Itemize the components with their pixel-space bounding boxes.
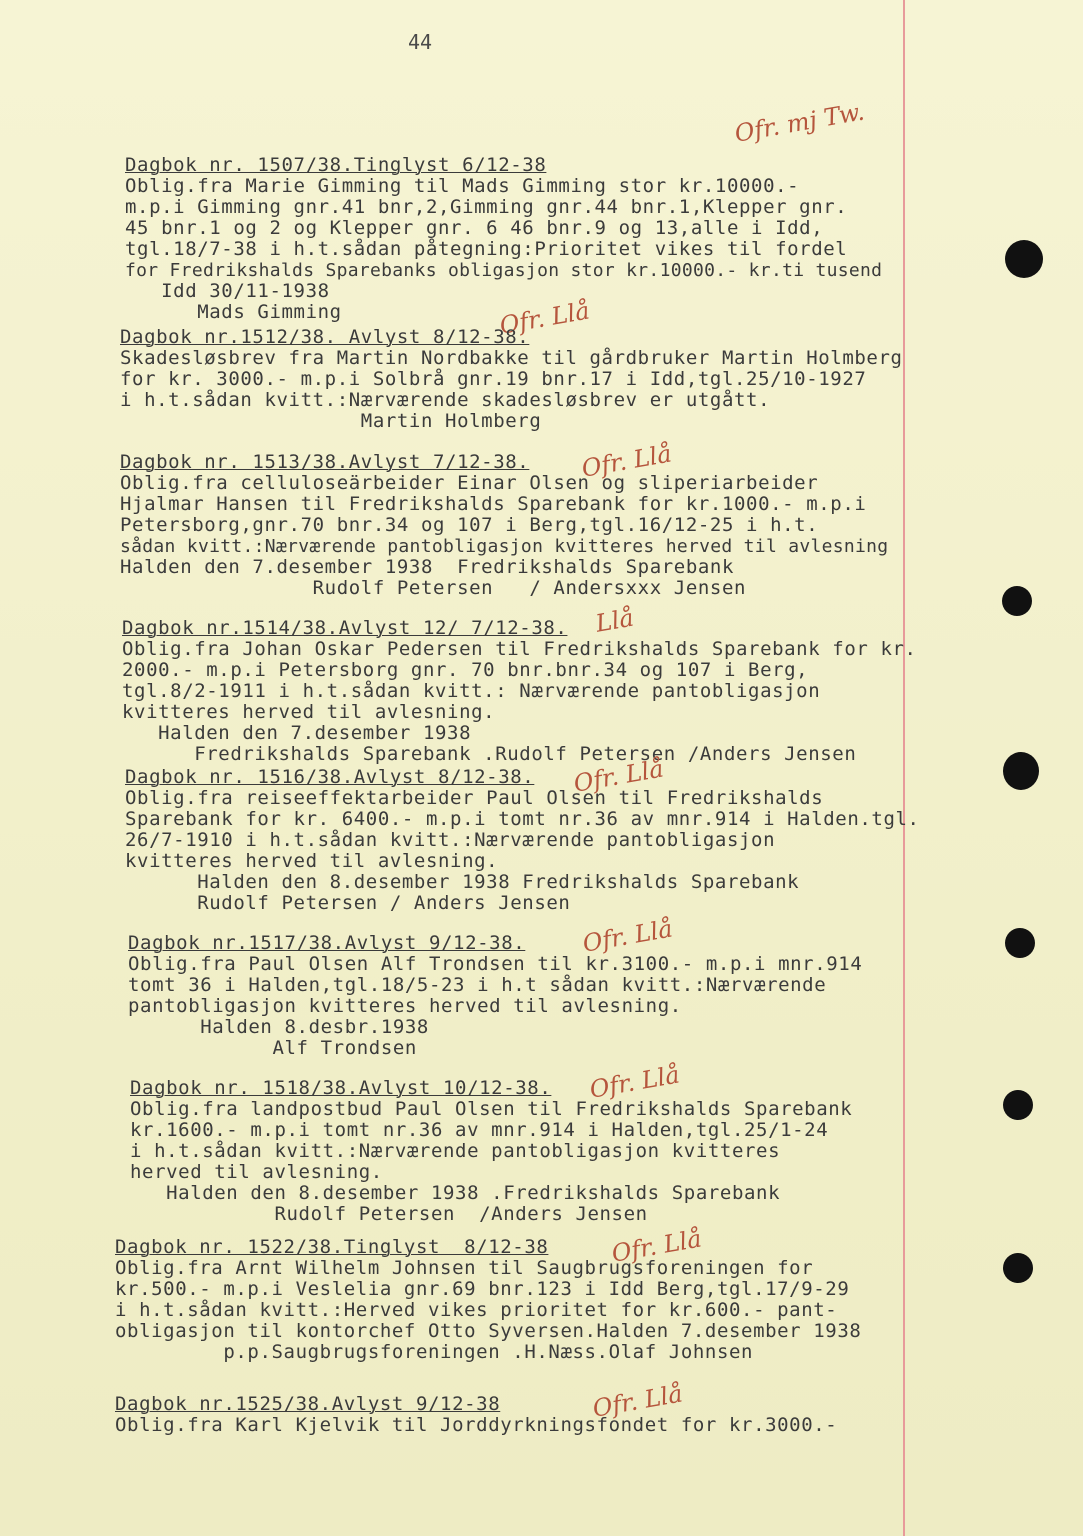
entry-line: 26/7-1910 i h.t.sådan kvitt.:Nærværende pantobligasjon <box>125 829 776 851</box>
entry-initials: Ofr. Llå <box>580 914 675 958</box>
entry-line: pantobligasjon kvitteres herved til avlesning. <box>128 995 682 1017</box>
entry-line: kr.1600.- m.p.i tomt nr.36 av mnr.914 i Halden,tgl.25/1-24 <box>130 1119 829 1141</box>
entry-line: Sparebank for kr. 6400.- m.p.i tomt nr.36 av mnr.914 i Halden.tgl. <box>125 808 920 830</box>
entry-line: Idd 30/11-1938 <box>125 280 330 302</box>
entry-line: for Fredrikshalds Sparebanks obligasjon stor kr.10000.- kr.ti tusend <box>125 260 883 281</box>
punch-hole <box>1005 240 1043 278</box>
entry-line: kr.500.- m.p.i Veslelia gnr.69 bnr.123 i Idd Berg,tgl.17/9-29 <box>115 1278 850 1300</box>
entry-header: Dagbok nr. 1516/38.Avlyst 8/12-38. <box>125 766 535 788</box>
punch-hole <box>1005 928 1035 958</box>
entry-line: tomt 36 i Halden,tgl.18/5-23 i h.t sådan kvitt.:Nærværende <box>128 974 827 996</box>
punch-hole <box>1003 1253 1033 1283</box>
entry-initials: Llå <box>593 603 636 638</box>
entry-line: Halden den 8.desember 1938 Fredrikshalds Sparebank <box>125 871 800 893</box>
entry-header: Dagbok nr. 1522/38.Tinglyst 8/12-38 <box>115 1236 549 1258</box>
entry-line: Fredrikshalds Sparebank .Rudolf Petersen /Anders Jensen <box>122 743 857 765</box>
entry-line: Alf Trondsen <box>128 1037 417 1059</box>
entry-initials: Ofr. Llå <box>571 754 666 798</box>
punch-hole <box>1002 586 1032 616</box>
entry-initials: Ofr. Llå <box>609 1224 704 1268</box>
entry-line: p.p.Saugbrugsforeningen .H.Næss.Olaf Johnsen <box>115 1341 754 1363</box>
margin-rule <box>903 0 905 1536</box>
top-initials: Ofr. mj Tw. <box>732 97 867 148</box>
entry-line: Halden den 7.desember 1938 <box>122 722 472 744</box>
entry-line: Halden den 7.desember 1938 Fredrikshalds Sparebank <box>120 556 734 578</box>
entry-line: i h.t.sådan kvitt.:Herved vikes prioritet for kr.600.- pant- <box>115 1299 838 1321</box>
entry-line: Martin Holmberg <box>120 410 542 432</box>
entry-initials: Ofr. Llå <box>590 1379 685 1423</box>
entry-line: Oblig.fra Marie Gimming til Mads Gimming stor kr.10000.- <box>125 175 800 197</box>
entry-line: m.p.i Gimming gnr.41 bnr,2,Gimming gnr.44 bnr.1,Klepper gnr. <box>125 196 848 218</box>
entry-header: Dagbok nr.1517/38.Avlyst 9/12-38. <box>128 932 526 954</box>
entry-header: Dagbok nr.1525/38.Avlyst 9/12-38 <box>115 1393 501 1415</box>
entry-line: Oblig.fra Paul Olsen Alf Trondsen til kr.3100.- m.p.i mnr.914 <box>128 953 863 975</box>
entry-line: Oblig.fra Arnt Wilhelm Johnsen til Saugbrugsforeningen for <box>115 1257 814 1279</box>
entry-line: Oblig.fra landpostbud Paul Olsen til Fredrikshalds Sparebank <box>130 1098 853 1120</box>
punch-hole <box>1003 1090 1033 1120</box>
entry-header: Dagbok nr.1514/38.Avlyst 12/ 7/12-38. <box>122 617 568 639</box>
punch-hole <box>1003 752 1039 790</box>
page-number: 44 <box>408 30 433 54</box>
entry-line: Halden den 8.desember 1938 .Fredrikshalds Sparebank <box>130 1182 781 1204</box>
entry-line: obligasjon til kontorchef Otto Syversen.Halden 7.desember 1938 <box>115 1320 862 1342</box>
entry-line: Rudolf Petersen /Anders Jensen <box>130 1203 648 1225</box>
entry-line: tgl.8/2-1911 i h.t.sådan kvitt.: Nærværende pantobligasjon <box>122 680 821 702</box>
entry-line: tgl.18/7-38 i h.t.sådan påtegning:Prioritet vikes til fordel <box>125 238 848 260</box>
entry-header: Dagbok nr. 1507/38.Tinglyst 6/12-38 <box>125 154 547 176</box>
entry-initials: Ofr. Llå <box>587 1060 682 1104</box>
entry-line: i h.t.sådan kvitt.:Nærværende pantobligasjon kvitteres <box>130 1140 781 1162</box>
entry-line: Skadesløsbrev fra Martin Nordbakke til gårdbruker Martin Holmberg <box>120 347 903 369</box>
entry-line: herved til avlesning. <box>130 1161 383 1183</box>
entry-line: Rudolf Petersen / Anders Jensen <box>125 892 571 914</box>
entry-line: Halden 8.desbr.1938 <box>128 1016 429 1038</box>
entry-line: Petersborg,gnr.70 bnr.34 og 107 i Berg,tgl.16/12-25 i h.t. <box>120 514 819 536</box>
entry-line: 45 bnr.1 og 2 og Klepper gnr. 6 46 bnr.9 og 13,alle i Idd, <box>125 217 824 239</box>
entry-line: Oblig.fra celluloseärbeider Einar Olsen og sliperiarbeider <box>120 472 819 494</box>
entry-line: kvitteres herved til avlesning. <box>122 701 496 723</box>
entry-line: Hjalmar Hansen til Fredrikshalds Sparebank for kr.1000.- m.p.i <box>120 493 867 515</box>
entry-line: for kr. 3000.- m.p.i Solbrå gnr.19 bnr.17 i Idd,tgl.25/10-1927 <box>120 368 867 390</box>
entry-line: sådan kvitt.:Nærværende pantobligasjon kvitteres herved til avlesning <box>120 536 889 557</box>
entry-line: kvitteres herved til avlesning. <box>125 850 499 872</box>
entry-line: Mads Gimming <box>125 301 342 323</box>
entry-header: Dagbok nr. 1513/38.Avlyst 7/12-38. <box>120 451 530 473</box>
entry-initials: Ofr. Llå <box>497 296 592 340</box>
entry-initials: Ofr. Llå <box>579 439 674 483</box>
entry-line: Oblig.fra Johan Oskar Pedersen til Fredrikshalds Sparebank for kr. <box>122 638 917 660</box>
entry-line: i h.t.sådan kvitt.:Nærværende skadesløsbrev er utgått. <box>120 389 771 411</box>
entry-line: 2000.- m.p.i Petersborg gnr. 70 bnr.bnr.34 og 107 i Berg, <box>122 659 809 681</box>
entry-header: Dagbok nr.1512/38. Avlyst 8/12-38. <box>120 326 530 348</box>
entry-line: Oblig.fra reiseeffektarbeider Paul Olsen til Fredrikshalds <box>125 787 824 809</box>
entry-header: Dagbok nr. 1518/38.Avlyst 10/12-38. <box>130 1077 552 1099</box>
entry-line: Rudolf Petersen / Andersxxx Jensen <box>120 577 747 599</box>
entry-line: Oblig.fra Karl Kjelvik til Jorddyrkningsfondet for kr.3000.- <box>115 1414 838 1436</box>
